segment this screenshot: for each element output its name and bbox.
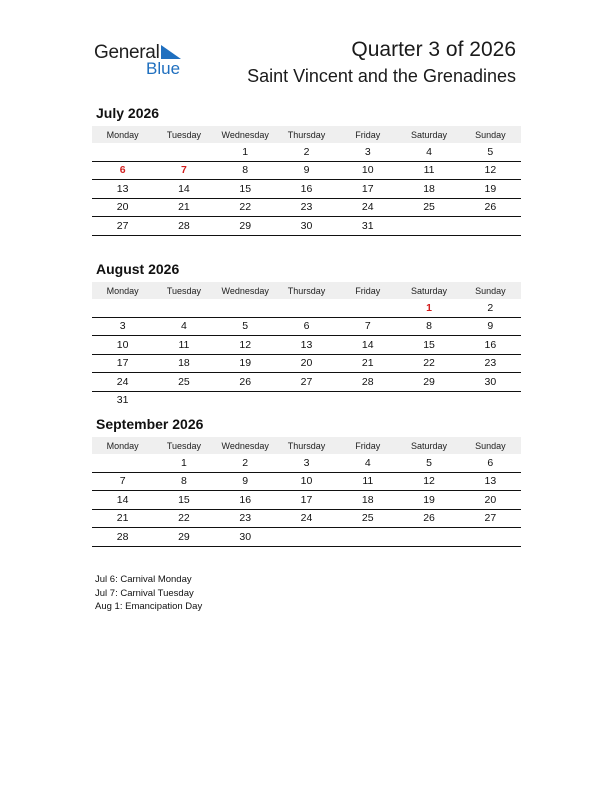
day-cell: 31: [361, 219, 374, 232]
week-row: [92, 491, 521, 510]
day-cell: 16: [484, 338, 497, 351]
month-calendar-july: [92, 104, 521, 236]
day-cell: 13: [484, 475, 497, 488]
day-cell: 6: [119, 164, 126, 177]
day-cell: 28: [361, 375, 374, 388]
day-cell: 8: [242, 164, 249, 177]
day-cell: 30: [300, 219, 313, 232]
weekday-label: Friday: [355, 440, 381, 451]
day-cell: 23: [300, 201, 313, 214]
day-cell: 4: [426, 145, 432, 158]
day-cell: 20: [484, 493, 497, 506]
week-row: [92, 473, 521, 492]
day-cell: 21: [116, 512, 129, 525]
day-cell: 26: [239, 375, 252, 388]
day-cell: 27: [484, 512, 497, 525]
weekday-label: Saturday: [411, 129, 448, 140]
day-cell: 31: [116, 394, 129, 407]
weekday-label: Monday: [106, 440, 139, 451]
day-cell: 11: [423, 164, 435, 177]
weekday-label: Sunday: [475, 285, 506, 296]
weekday-label: Friday: [355, 285, 381, 296]
day-cell: 22: [423, 357, 435, 370]
day-cell: 18: [178, 357, 190, 370]
week-row: [92, 373, 521, 392]
page-title: Quarter 3 of 2026: [351, 38, 516, 61]
day-cell: 1: [181, 456, 187, 469]
holiday-notes: [95, 573, 202, 614]
week-row: [92, 162, 521, 181]
weekday-header-row: [92, 126, 521, 143]
logo-flag-icon: [160, 44, 182, 60]
day-cell: 17: [361, 182, 374, 195]
weekday-label: Thursday: [287, 440, 326, 451]
day-cell: 29: [423, 375, 435, 388]
weekday-label: Wednesday: [221, 285, 269, 296]
day-cell: 19: [239, 357, 252, 370]
day-cell: 20: [116, 201, 129, 214]
weekday-label: Saturday: [411, 285, 448, 296]
day-cell: 9: [303, 164, 310, 177]
day-cell: 1: [242, 145, 249, 158]
day-cell: 3: [303, 456, 310, 469]
weekday-label: Wednesday: [221, 129, 269, 140]
day-cell: 16: [239, 493, 252, 506]
day-cell: 7: [119, 475, 126, 488]
week-row: [92, 143, 521, 162]
day-cell: 10: [116, 338, 129, 351]
weekday-label: Monday: [106, 285, 139, 296]
day-cell: 8: [426, 320, 432, 333]
day-cell: 21: [178, 201, 190, 214]
weekday-header-row: [92, 437, 521, 454]
day-cell: 25: [178, 375, 190, 388]
month-calendar-august: [92, 260, 521, 409]
week-row: [92, 217, 521, 236]
logo-general-text: General: [94, 42, 160, 63]
week-row: [92, 299, 521, 318]
weekday-label: Sunday: [475, 129, 506, 140]
day-cell: 9: [242, 475, 249, 488]
day-cell: 27: [300, 375, 313, 388]
holiday-note: Jul 7: Carnival Tuesday: [95, 587, 194, 599]
day-cell: 27: [116, 219, 129, 232]
week-row: [92, 510, 521, 529]
day-cell: 4: [181, 320, 187, 333]
day-cell: 6: [303, 320, 310, 333]
day-cell: 13: [116, 182, 129, 195]
day-cell: 3: [119, 320, 126, 333]
day-cell: 23: [484, 357, 497, 370]
month-title: August 2026: [96, 261, 180, 277]
day-cell: 15: [423, 338, 435, 351]
day-cell: 10: [361, 164, 374, 177]
day-cell: 12: [239, 338, 252, 351]
weekday-label: Tuesday: [166, 440, 202, 451]
day-cell: 14: [116, 493, 129, 506]
day-cell: 30: [484, 375, 497, 388]
day-cell: 4: [364, 456, 371, 469]
day-cell: 25: [361, 512, 374, 525]
day-cell: 24: [361, 201, 374, 214]
day-cell: 21: [361, 357, 374, 370]
day-cell: 18: [361, 493, 374, 506]
weekday-label: Thursday: [287, 129, 326, 140]
week-row: [92, 180, 521, 199]
day-cell: 23: [239, 512, 252, 525]
day-cell: 1: [426, 301, 432, 314]
month-calendar-september: [92, 415, 521, 547]
weekday-label: Sunday: [475, 440, 506, 451]
holiday-note: Aug 1: Emancipation Day: [95, 601, 203, 613]
day-cell: 7: [181, 164, 187, 177]
day-cell: 7: [364, 320, 371, 333]
day-cell: 18: [423, 182, 435, 195]
day-cell: 2: [242, 456, 249, 469]
day-cell: 12: [484, 164, 497, 177]
week-row: [92, 336, 521, 355]
day-cell: 29: [178, 530, 190, 543]
day-cell: 25: [423, 201, 435, 214]
day-cell: 5: [487, 145, 494, 158]
day-cell: 10: [300, 475, 313, 488]
week-row: [92, 199, 521, 218]
day-cell: 9: [487, 320, 494, 333]
day-cell: 11: [178, 338, 190, 351]
day-cell: 30: [239, 530, 252, 543]
day-cell: 2: [487, 301, 494, 314]
day-cell: 11: [362, 475, 374, 488]
day-cell: 14: [361, 338, 374, 351]
weekday-label: Tuesday: [166, 129, 202, 140]
day-cell: 6: [487, 456, 494, 469]
day-cell: 22: [178, 512, 190, 525]
day-cell: 17: [300, 493, 313, 506]
week-row: [92, 318, 521, 337]
day-cell: 16: [300, 182, 313, 195]
day-cell: 26: [423, 512, 435, 525]
day-cell: 3: [364, 145, 371, 158]
page-subtitle: Saint Vincent and the Grenadines: [247, 66, 516, 86]
generalblue-logo: [94, 42, 194, 82]
day-cell: 15: [178, 493, 190, 506]
weekday-label: Wednesday: [221, 440, 269, 451]
day-cell: 8: [181, 475, 187, 488]
week-row: [92, 528, 521, 547]
day-cell: 2: [303, 145, 310, 158]
weekday-label: Saturday: [411, 440, 448, 451]
day-cell: 12: [423, 475, 435, 488]
day-cell: 15: [239, 182, 252, 195]
day-cell: 19: [484, 182, 497, 195]
week-row: [92, 392, 521, 410]
month-title: September 2026: [96, 416, 204, 432]
day-cell: 28: [178, 219, 190, 232]
week-row: [92, 454, 521, 473]
day-cell: 5: [242, 320, 249, 333]
day-cell: 17: [116, 357, 129, 370]
holiday-note: Jul 6: Carnival Monday: [95, 574, 192, 585]
day-cell: 24: [116, 375, 129, 388]
weekday-label: Friday: [355, 129, 381, 140]
logo-blue-text: Blue: [146, 59, 181, 78]
weekday-label: Monday: [106, 129, 139, 140]
day-cell: 26: [484, 201, 497, 214]
weekday-label: Thursday: [287, 285, 326, 296]
day-cell: 22: [239, 201, 252, 214]
weekday-label: Tuesday: [166, 285, 202, 296]
day-cell: 14: [178, 182, 190, 195]
day-cell: 19: [423, 493, 435, 506]
week-row: [92, 355, 521, 374]
day-cell: 5: [426, 456, 432, 469]
month-title: July 2026: [96, 105, 160, 121]
day-cell: 29: [239, 219, 252, 232]
day-cell: 13: [300, 338, 313, 351]
day-cell: 20: [300, 357, 313, 370]
weekday-header-row: [92, 282, 521, 299]
day-cell: 28: [116, 530, 129, 543]
day-cell: 24: [300, 512, 313, 525]
